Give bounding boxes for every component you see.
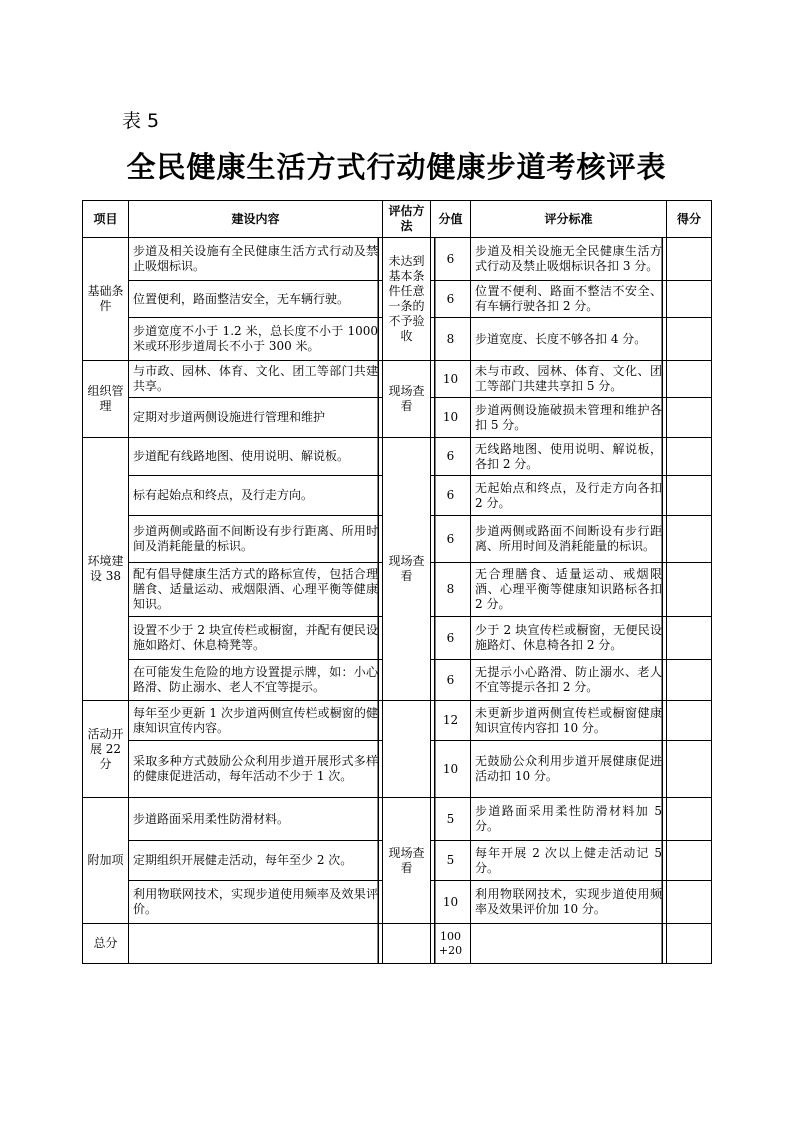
- criteria-cell: 利用物联网技术，实现步道使用频率及效果评价加 10 分。: [471, 881, 667, 924]
- criteria-cell: 无鼓励公众利用步道开展健康促进活动扣 10 分。: [471, 741, 667, 798]
- criteria-cell: 未与市政、园林、体育、文化、团工等部门共建共享扣 5 分。: [471, 361, 667, 398]
- page-title: 全民健康生活方式行动健康步道考核评表: [126, 150, 667, 184]
- content-cell: 与市政、园林、体育、文化、团工等部门共建共享。: [129, 361, 383, 398]
- category-cell: 附加项: [83, 798, 129, 924]
- obtained-score-cell: [667, 798, 712, 841]
- header-method: 评估方法: [383, 201, 431, 238]
- criteria-cell: 无起始点和终点，及行走方向各扣 2 分。: [471, 476, 667, 516]
- obtained-score-cell: [667, 701, 712, 741]
- table-row: [83, 438, 712, 476]
- content-cell: 步道宽度不小于 1.2 米，总长度不小于 1000 米或环形步道周长不小于 300 米。: [129, 318, 383, 361]
- score-cell: 6: [431, 516, 471, 563]
- score-cell: 6: [431, 438, 471, 476]
- score-cell: 6: [431, 476, 471, 516]
- total-score: 100 +20: [431, 924, 471, 964]
- total-label: 总分: [83, 924, 129, 964]
- content-cell: 步道配有线路地图、使用说明、解说板。: [129, 438, 383, 476]
- method-cell: 现场查看: [383, 438, 431, 701]
- total-criteria-cell: [471, 924, 667, 964]
- table-row: [83, 701, 712, 741]
- score-cell: 5: [431, 798, 471, 841]
- obtained-score-cell: [667, 438, 712, 476]
- criteria-cell: 无提示小心路滑、防止溺水、老人不宜等提示各扣 2 分。: [471, 660, 667, 701]
- header-category: 项目: [83, 201, 129, 238]
- score-cell: 10: [431, 881, 471, 924]
- content-cell: 配有倡导健康生活方式的路标宣传，包括合理膳食、适量运动、戒烟限酒、心理平衡等健康知识。: [129, 563, 383, 617]
- score-cell: 10: [431, 741, 471, 798]
- table-row: [83, 361, 712, 398]
- header-criteria: 评分标准: [471, 201, 667, 238]
- table-label: 表 5: [122, 110, 160, 132]
- header-row: [83, 201, 712, 238]
- obtained-score-cell: [667, 476, 712, 516]
- criteria-cell: 未更新步道两侧宣传栏或橱窗健康知识宣传内容扣 10 分。: [471, 701, 667, 741]
- method-cell: 现场查看: [383, 798, 431, 924]
- method-cell: 现场查看: [383, 361, 431, 438]
- content-cell: 标有起始点和终点，及行走方向。: [129, 476, 383, 516]
- header-score: 分值: [431, 201, 471, 238]
- criteria-cell: 步道两侧设施破损未管理和维护各扣 5 分。: [471, 398, 667, 438]
- criteria-cell: 每年开展 2 次以上健走活动记 5 分。: [471, 841, 667, 881]
- assessment-table: [82, 200, 712, 964]
- obtained-score-cell: [667, 238, 712, 281]
- table-row: [83, 238, 712, 281]
- obtained-score-cell: [667, 741, 712, 798]
- content-cell: 每年至少更新 1 次步道两侧宣传栏或橱窗的健康知识宣传内容。: [129, 701, 383, 741]
- total-row: [83, 924, 712, 964]
- obtained-score-cell: [667, 841, 712, 881]
- category-cell: 组织管理: [83, 361, 129, 438]
- criteria-cell: 步道两侧或路面不间断设有步行距离、所用时间及消耗能量的标识。: [471, 516, 667, 563]
- content-cell: 利用物联网技术，实现步道使用频率及效果评价。: [129, 881, 383, 924]
- obtained-score-cell: [667, 563, 712, 617]
- score-cell: 12: [431, 701, 471, 741]
- criteria-cell: 无合理膳食、适量运动、戒烟限酒、心理平衡等健康知识路标各扣 2 分。: [471, 563, 667, 617]
- table-row: [83, 798, 712, 841]
- criteria-cell: 步道及相关设施无全民健康生活方式行动及禁止吸烟标识各扣 3 分。: [471, 238, 667, 281]
- score-cell: 6: [431, 238, 471, 281]
- score-cell: 6: [431, 281, 471, 318]
- criteria-cell: 无线路地图、使用说明、解说板，各扣 2 分。: [471, 438, 667, 476]
- content-cell: 设置不少于 2 块宣传栏或橱窗，并配有便民设施如路灯、休息椅凳等。: [129, 617, 383, 660]
- header-obtained: 得分: [667, 201, 712, 238]
- score-cell: 8: [431, 563, 471, 617]
- method-cell: 未达到基本条件任意一条的不予验收: [383, 238, 431, 361]
- obtained-score-cell: [667, 281, 712, 318]
- score-cell: 10: [431, 361, 471, 398]
- category-cell: 活动开展 22 分: [83, 701, 129, 798]
- content-cell: 定期组织开展健走活动，每年至少 2 次。: [129, 841, 383, 881]
- category-cell: 基础条件: [83, 238, 129, 361]
- total-content-cell: [129, 924, 383, 964]
- method-cell: [383, 701, 431, 798]
- category-cell: 环境建设 38: [83, 438, 129, 701]
- score-cell: 5: [431, 841, 471, 881]
- criteria-cell: 步道宽度、长度不够各扣 4 分。: [471, 318, 667, 361]
- criteria-cell: 步道路面采用柔性防滑材料加 5 分。: [471, 798, 667, 841]
- table-body: [83, 238, 712, 964]
- obtained-score-cell: [667, 617, 712, 660]
- score-cell: 10: [431, 398, 471, 438]
- criteria-cell: 位置不便利、路面不整洁不安全、有车辆行驶各扣 2 分。: [471, 281, 667, 318]
- content-cell: 定期对步道两侧设施进行管理和维护: [129, 398, 383, 438]
- total-method-cell: [383, 924, 431, 964]
- header-content: 建设内容: [129, 201, 383, 238]
- obtained-score-cell: [667, 660, 712, 701]
- score-cell: 6: [431, 617, 471, 660]
- content-cell: 位置便利，路面整洁安全，无车辆行驶。: [129, 281, 383, 318]
- score-cell: 8: [431, 318, 471, 361]
- obtained-score-cell: [667, 516, 712, 563]
- score-cell: 6: [431, 660, 471, 701]
- content-cell: 步道及相关设施有全民健康生活方式行动及禁止吸烟标识。: [129, 238, 383, 281]
- obtained-score-cell: [667, 398, 712, 438]
- criteria-cell: 少于 2 块宣传栏或橱窗，无便民设施路灯、休息椅各扣 2 分。: [471, 617, 667, 660]
- content-cell: 步道两侧或路面不间断设有步行距离、所用时间及消耗能量的标识。: [129, 516, 383, 563]
- content-cell: 步道路面采用柔性防滑材料。: [129, 798, 383, 841]
- obtained-score-cell: [667, 881, 712, 924]
- obtained-score-cell: [667, 361, 712, 398]
- content-cell: 采取多种方式鼓励公众利用步道开展形式多样的健康促进活动，每年活动不少于 1 次。: [129, 741, 383, 798]
- obtained-score-cell: [667, 318, 712, 361]
- total-obtained-cell: [667, 924, 712, 964]
- content-cell: 在可能发生危险的地方设置提示牌，如：小心路滑、防止溺水、老人不宜等提示。: [129, 660, 383, 701]
